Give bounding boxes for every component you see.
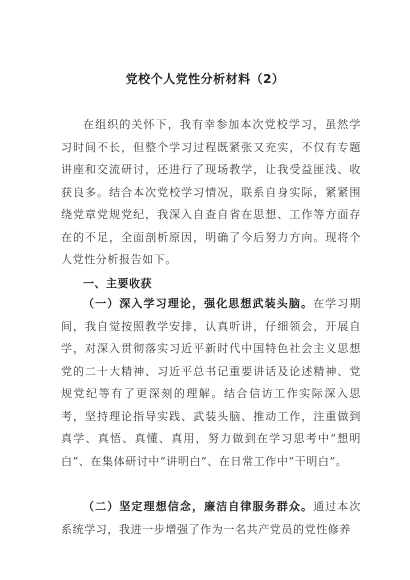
item-paragraph-ideals (61, 496, 361, 541)
intro-paragraph: 在组织的关怀下，我有幸参加本次党校学习，虽然学习时间不长，但整个学习过程既紧张又充实，不仅有专题讲座和交流研讨，还进行了现场教学，让我受益匪浅、收获良多。结合本次党校学习情况，联系自身实际，紧紧围绕党章党规党纪，我深入自查自省在思想、工作等方面存在的不足，全面剖析原因，明确了今后努力方向。现将个人党性分析报告如下。 (61, 118, 361, 266)
section-heading-main-gains: 一、主要收获 (83, 277, 152, 290)
item-paragraph-theory (61, 293, 361, 473)
item-body-ideals: 通过本次系统学习，我进一步增强了作为一名共产党员的党性修养 (61, 500, 361, 536)
item-lead-ideals: （二）坚定理想信念，廉洁自律服务群众。 (83, 500, 314, 513)
item-lead-theory: （一）深入学习理论，强化思想武装头脑。 (83, 297, 314, 310)
document-title: 党校个人党性分析材料（2） (125, 72, 285, 86)
item-body-theory: 在学习期间，我自觉按照教学安排，认真听讲，仔细领会，开展自学，对深入贯彻落实习近平新时代中国特色社会主义思想党的二十大精神、习近平总书记重要讲话及论述精神、党规党纪等有了更深刻的理解。结合信访工作实际深入思考，坚持理论指导实践、武装头脑、推动工作，注重做到真学、真悟、真懂、真用，努力做到在学习思考中“想明白”、在集体研讨中“讲明白”、在日常工作中“干明白”。 (61, 297, 361, 468)
